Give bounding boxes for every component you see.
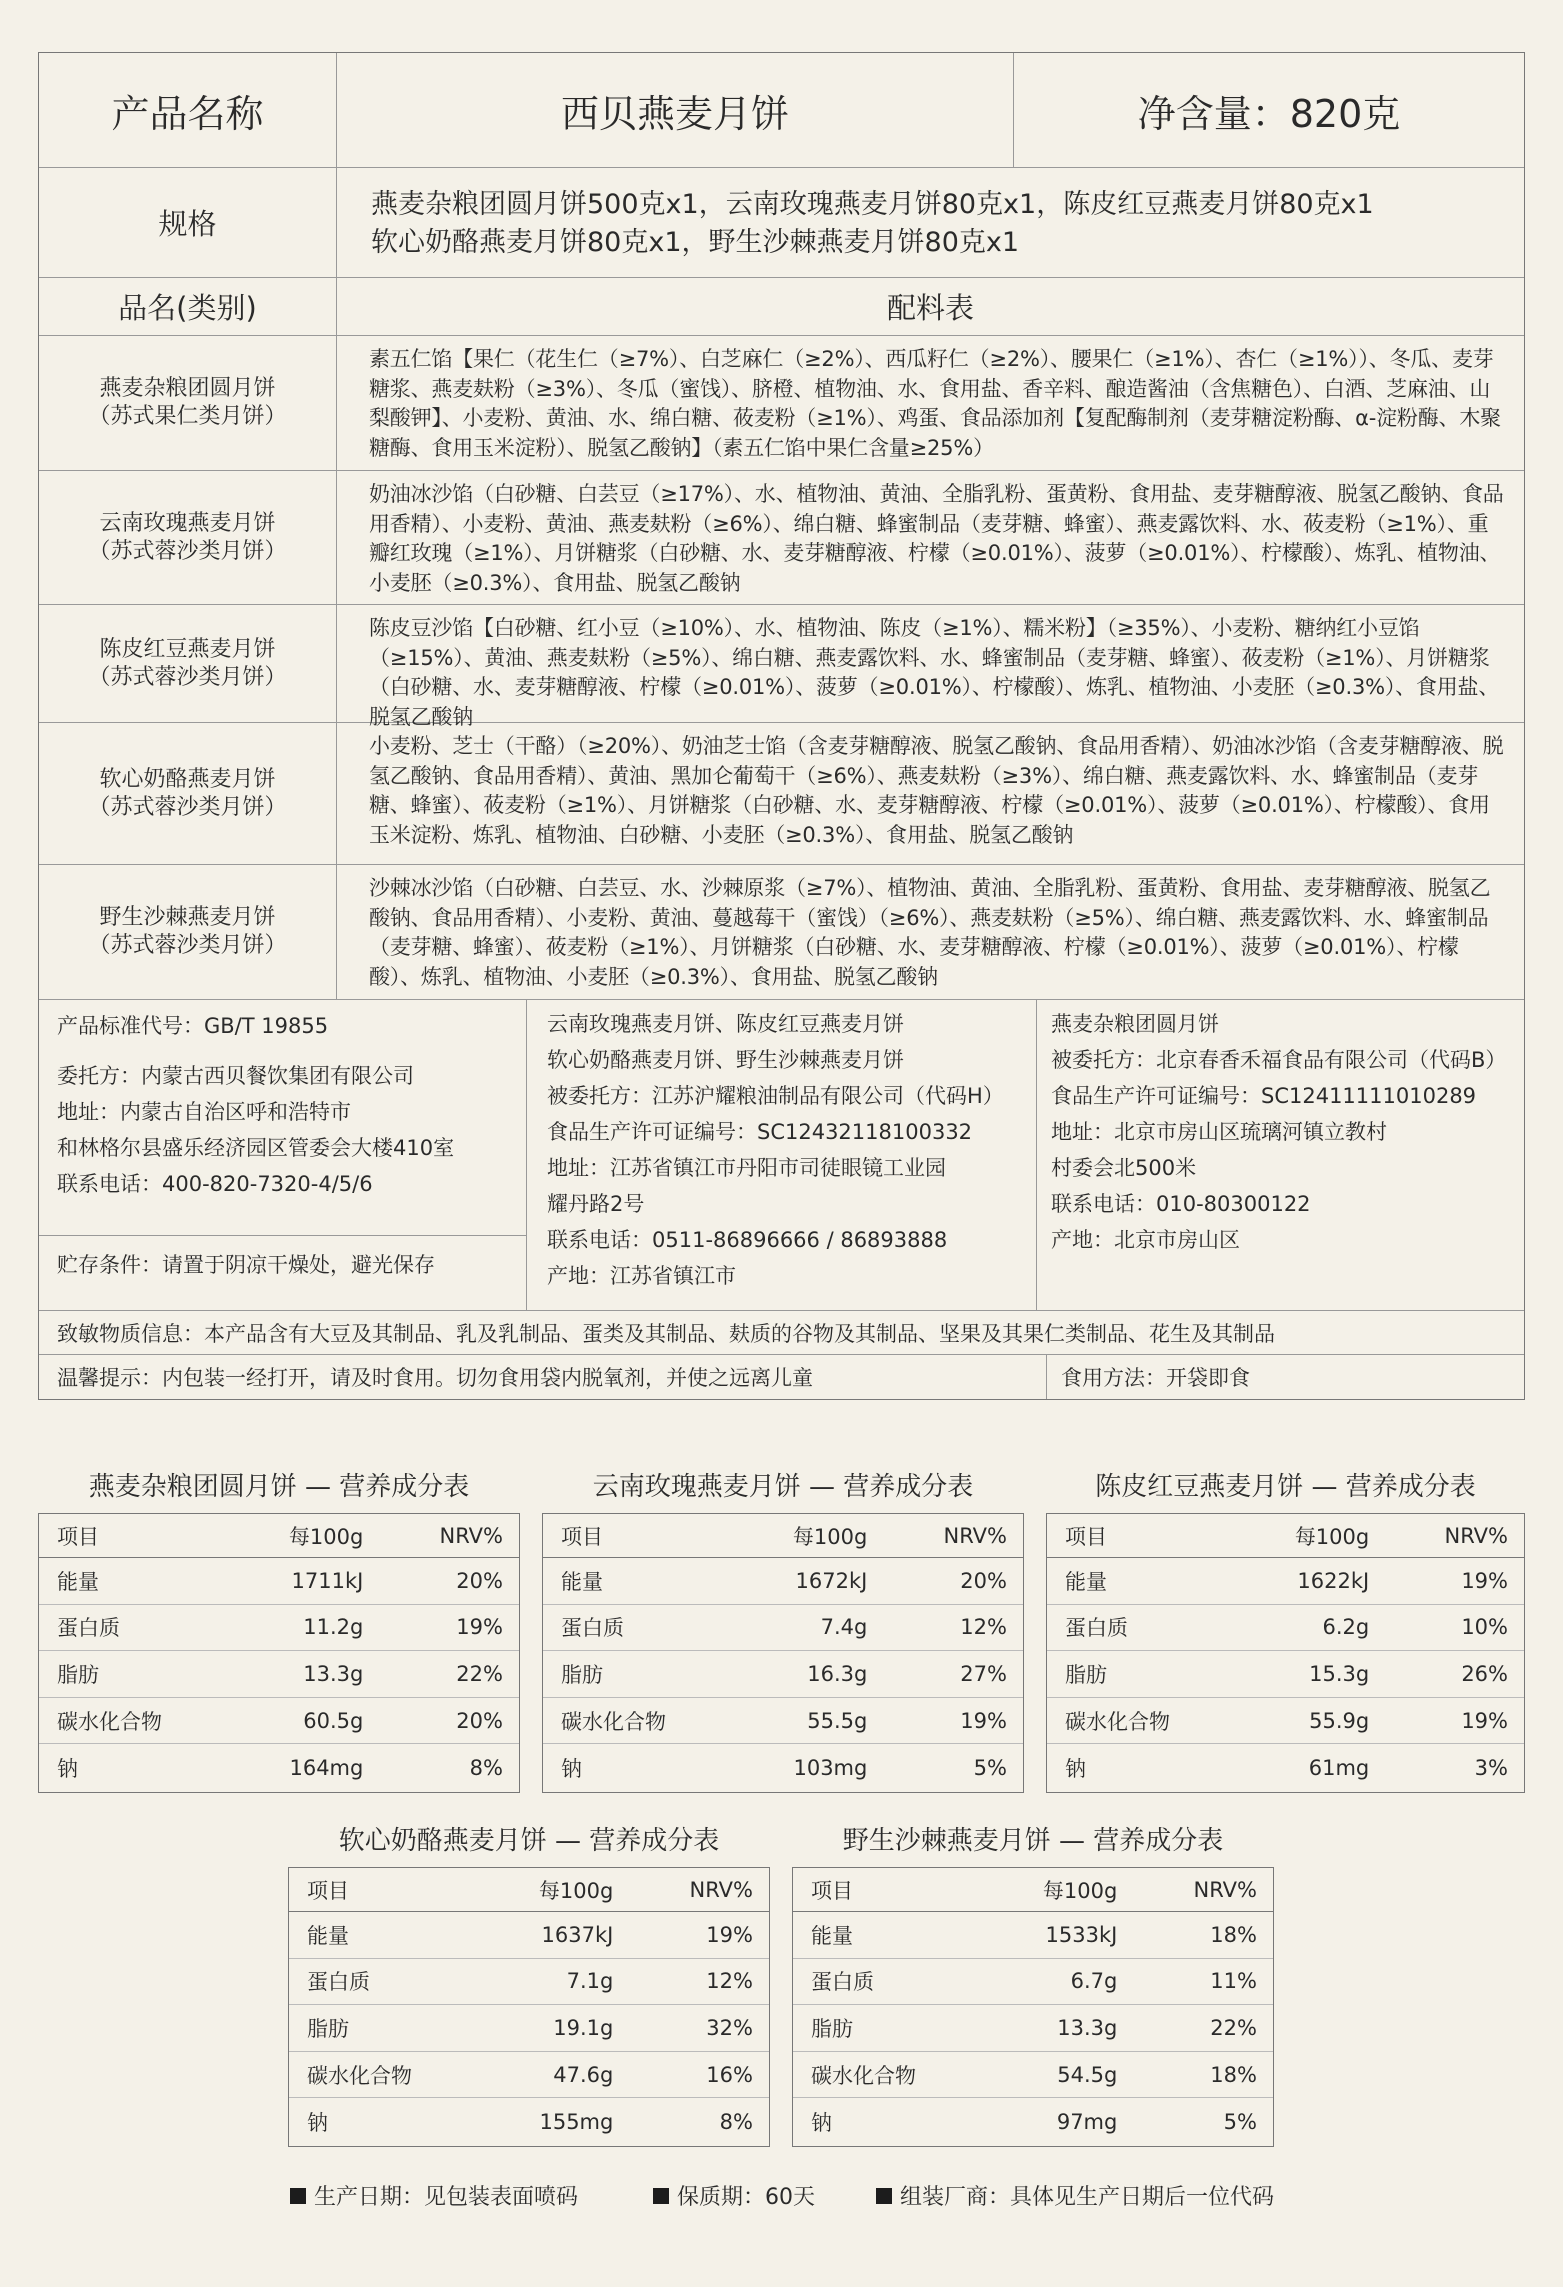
- license: 食品生产许可证编号：SC12432118100332: [547, 1120, 973, 1144]
- nutrition-title: 云南玫瑰燕麦月饼 — 营养成分表: [592, 1472, 974, 1502]
- nutrition-header-row: [793, 1868, 1273, 1912]
- nutrition-header-row: [39, 1514, 519, 1558]
- amount: 6.2g: [1322, 1615, 1370, 1640]
- nrv: 19%: [456, 1615, 503, 1640]
- nutrition-table: [288, 1867, 770, 2147]
- header-per: 每100g: [1294, 1524, 1370, 1549]
- ingredients-header: 配料表: [886, 291, 974, 325]
- nutrition-row: [793, 2005, 1273, 2052]
- ingredient-header-row: [39, 278, 1524, 336]
- nrv: 20%: [456, 1708, 503, 1733]
- nutrition-table: [792, 1867, 1274, 2147]
- nutrition-row: [1047, 1698, 1524, 1745]
- divider: [39, 1235, 526, 1236]
- production-date: [290, 2180, 578, 2211]
- ingredient-product-category: （苏式蓉沙类月饼）: [88, 538, 287, 564]
- spec-line-1: 燕麦杂粮团圆月饼500克x1，云南玫瑰燕麦月饼80克x1，陈皮红豆燕麦月饼80克x1: [371, 189, 1374, 220]
- ingredient-row: [39, 336, 1524, 471]
- amount: 55.9g: [1309, 1708, 1370, 1733]
- nutrient: 蛋白质: [57, 1616, 120, 1641]
- nutrient: 能量: [811, 1923, 853, 1948]
- nrv: 10%: [1461, 1615, 1508, 1640]
- nutrient: 碳水化合物: [811, 2063, 916, 2088]
- nutrition-row: [1047, 1651, 1524, 1698]
- nutrient: 碳水化合物: [57, 1709, 162, 1734]
- product: 燕麦杂粮团圆月饼: [1051, 1012, 1219, 1036]
- nrv: 19%: [960, 1708, 1007, 1733]
- product-name-label: 产品名称: [39, 53, 337, 167]
- standard-code: 产品标准代号：GB/T 19855: [57, 1014, 329, 1038]
- nrv: 19%: [706, 1922, 753, 1947]
- header-item: 项目: [561, 1524, 603, 1549]
- spec-label: 规格: [39, 168, 337, 277]
- nutrition-row: [39, 1651, 519, 1698]
- nutrition-row: [289, 2052, 769, 2099]
- nutrition-table: [542, 1513, 1024, 1793]
- amount: 97mg: [1056, 2109, 1118, 2134]
- amount: 47.6g: [553, 2062, 614, 2087]
- ingredient-product: [39, 605, 337, 722]
- ingredient-product-category: （苏式蓉沙类月饼）: [88, 794, 287, 820]
- ingredient-product-name: 野生沙棘燕麦月饼: [99, 905, 276, 930]
- amount: 55.5g: [807, 1708, 868, 1733]
- nrv: 26%: [1461, 1661, 1508, 1686]
- ingredient-product-name: 云南玫瑰燕麦月饼: [99, 510, 276, 536]
- amount: 61mg: [1308, 1755, 1370, 1780]
- square-bullet-icon: [653, 2188, 669, 2204]
- nrv: 19%: [1461, 1708, 1508, 1733]
- nutrient: 能量: [561, 1569, 603, 1594]
- amount: 7.1g: [566, 1969, 614, 1994]
- nutrition-header-row: [543, 1514, 1023, 1558]
- client-address: 和林格尔县盛乐经济园区管委会大楼410室: [57, 1136, 455, 1160]
- ingredient-text: 素五仁馅【果仁（花生仁（≥7%）、白芝麻仁（≥2%）、西瓜籽仁（≥2%）、腰果仁（≥1%）、杏仁（≥1%））、冬瓜、麦芽糖浆、燕麦麸粉（≥3%）、冬瓜（蜜饯）、脐橙、植物油、水、食用盐、香辛料、酿造酱油（含焦糖色）、白酒、芝麻油、山梨酸钾】、小麦粉、黄油、水、绵白糖、莜麦粉（≥1%）、鸡蛋、食品添加剂【复配酶制剂（麦芽糖淀粉酶、α-淀粉酶、木聚糖酶、食用玉米淀粉）、脱氢乙酸钠】（素五仁馅中果仁含量≥25%）: [369, 347, 1501, 460]
- nrv: 32%: [706, 2015, 753, 2040]
- ingredient-product: [39, 471, 337, 604]
- nrv: 22%: [1210, 2015, 1257, 2040]
- client-phone: 联系电话：400-820-7320-4/5/6: [57, 1172, 373, 1196]
- nrv: 27%: [960, 1661, 1007, 1686]
- nutrition-row: [289, 2098, 769, 2145]
- amount: 16.3g: [807, 1661, 868, 1686]
- ingredient-text: 陈皮豆沙馅【白砂糖、红小豆（≥10%）、水、植物油、陈皮（≥1%）、糯米粉】（≥35%）、小麦粉、糖纳红小豆馅（≥15%）、黄油、燕麦麸粉（≥5%）、绵白糖、燕麦露饮料、水、蜂蜜制品（麦芽糖、蜂蜜）、莜麦粉（≥1%）、月饼糖浆（白砂糖、水、麦芽糖醇液、柠檬（≥0.01%）、菠萝（≥0.01%）、柠檬酸）、炼乳、植物油、小麦胚（≥0.3%）、食用盐、脱氢乙酸钠: [369, 616, 1500, 729]
- nutrient: 碳水化合物: [307, 2063, 412, 2088]
- client-address: 地址：内蒙古自治区呼和浩特市: [57, 1100, 351, 1124]
- amount: 15.3g: [1309, 1661, 1370, 1686]
- warm-tip: 温馨提示：内包装一经打开，请及时食用。切勿食用袋内脱氧剂，并使之远离儿童: [39, 1355, 1047, 1399]
- nutrient: 碳水化合物: [561, 1709, 666, 1734]
- manufacturer-info: [39, 1000, 1524, 1311]
- nutrient: 钠: [307, 2110, 328, 2135]
- nrv: 5%: [973, 1755, 1007, 1780]
- nutrient: 蛋白质: [1065, 1616, 1128, 1641]
- header-per: 每100g: [792, 1524, 868, 1549]
- amount: 155mg: [539, 2109, 614, 2134]
- nutrition-title: 软心奶酪燕麦月饼 — 营养成分表: [338, 1826, 720, 1856]
- ingredient-row: [39, 865, 1524, 1000]
- product-name-value: 西贝燕麦月饼: [337, 53, 1014, 167]
- amount: 1672kJ: [795, 1568, 868, 1593]
- header-item: 项目: [307, 1878, 349, 1903]
- ingredient-product: [39, 723, 337, 864]
- amount: 6.7g: [1070, 1969, 1118, 1994]
- nutrition-row: [543, 1558, 1023, 1605]
- nutrient: 脂肪: [811, 2016, 853, 2041]
- spec-row: [39, 168, 1524, 278]
- nutrition-row: [793, 2052, 1273, 2099]
- nrv: 12%: [706, 1969, 753, 1994]
- header-item: 项目: [811, 1878, 853, 1903]
- nutrition-row: [543, 1698, 1023, 1745]
- header-item: 项目: [57, 1524, 99, 1549]
- nutrient: 能量: [1065, 1569, 1107, 1594]
- header-nrv: NRV%: [1444, 1523, 1508, 1548]
- ingredient-product: [39, 336, 337, 470]
- nrv: 11%: [1210, 1969, 1257, 1994]
- phone: 联系电话：010-80300122: [1051, 1192, 1311, 1216]
- ingredient-product-category: （苏式果仁类月饼）: [88, 404, 287, 429]
- phone: 联系电话：0511-86896666 / 86893888: [547, 1228, 948, 1252]
- origin: 产地：北京市房山区: [1051, 1228, 1240, 1252]
- nutrition-title: 陈皮红豆燕麦月饼 — 营养成分表: [1095, 1472, 1476, 1502]
- nutrition-table: [1046, 1513, 1525, 1793]
- header-nrv: NRV%: [1193, 1877, 1257, 1902]
- nutrition-row: [289, 1959, 769, 2006]
- info-column-beijing: [1037, 1000, 1524, 1310]
- address: 地址：北京市房山区琉璃河镇立教村: [1051, 1120, 1387, 1144]
- nutrient: 能量: [307, 1923, 349, 1948]
- ingredient-product-name: 软心奶酪燕麦月饼: [99, 766, 276, 792]
- header-nrv: NRV%: [439, 1523, 503, 1548]
- ingredient-product-name: 燕麦杂粮团圆月饼: [99, 376, 276, 401]
- allergen-info: 致敏物质信息：本产品含有大豆及其制品、乳及乳制品、蛋类及其制品、麸质的谷物及其制品、坚果及其果仁类制品、花生及其制品: [39, 1311, 1524, 1355]
- address: 耀丹路2号: [547, 1192, 645, 1216]
- square-bullet-icon: [290, 2188, 306, 2204]
- nutrient: 脂肪: [57, 1662, 99, 1687]
- amount: 1622kJ: [1297, 1568, 1370, 1593]
- nutrient: 脂肪: [307, 2016, 349, 2041]
- ingredient-product-category: （苏式蓉沙类月饼）: [88, 664, 287, 690]
- spec-line-2: 软心奶酪燕麦月饼80克x1，野生沙棘燕麦月饼80克x1: [371, 227, 1020, 258]
- nutrient: 钠: [57, 1756, 78, 1781]
- nutrition-row: [543, 1744, 1023, 1791]
- nutrition-row: [39, 1698, 519, 1745]
- origin: 产地：江苏省镇江市: [547, 1264, 736, 1288]
- contractor: 被委托方：北京春香禾福食品有限公司（代码B）: [1051, 1048, 1507, 1072]
- nutrition-row: [39, 1605, 519, 1652]
- amount: 11.2g: [303, 1615, 364, 1640]
- nutrient: 钠: [1065, 1756, 1086, 1781]
- production-date-text: 生产日期：见包装表面喷码: [314, 2185, 579, 2210]
- nutrient: 碳水化合物: [1065, 1709, 1170, 1734]
- storage-conditions: 贮存条件：请置于阴凉干燥处，避光保存: [57, 1253, 435, 1277]
- amount: 13.3g: [1057, 2015, 1118, 2040]
- amount: 1711kJ: [291, 1568, 364, 1593]
- nrv: 16%: [706, 2062, 753, 2087]
- nutrition-row: [1047, 1605, 1524, 1652]
- header-nrv: NRV%: [689, 1877, 753, 1902]
- ingredient-row: [39, 605, 1524, 729]
- nutrition-row: [1047, 1558, 1524, 1605]
- nrv: 5%: [1223, 2109, 1257, 2134]
- assembler-text: 组装厂商：具体见生产日期后一位代码: [900, 2185, 1275, 2210]
- nrv: 3%: [1474, 1755, 1508, 1780]
- amount: 164mg: [289, 1755, 364, 1780]
- category-header: 品名(类别): [39, 278, 337, 335]
- ingredient-row: [39, 723, 1524, 865]
- address: 地址：江苏省镇江市丹阳市司徒眼镜工业园: [547, 1156, 946, 1180]
- net-content: 净含量：820克: [1137, 91, 1401, 136]
- nutrition-row: [1047, 1744, 1524, 1791]
- nutrient: 钠: [811, 2110, 832, 2135]
- ingredient-text: 奶油冰沙馅（白砂糖、白芸豆（≥17%）、水、植物油、黄油、全脂乳粉、蛋黄粉、食用盐、麦芽糖醇液、脱氢乙酸钠、食品用香精）、小麦粉、黄油、燕麦麸粉（≥6%）、绵白糖、蜂蜜制品（麦芽糖、蜂蜜）、燕麦露饮料、水、莜麦粉（≥1%）、重瓣红玫瑰（≥1%）、月饼糖浆（白砂糖、水、麦芽糖醇液、柠檬（≥0.01%）、菠萝（≥0.01%）、柠檬酸）、炼乳、植物油、小麦胚（≥0.3%）、食用盐、脱氢乙酸钠: [369, 482, 1504, 595]
- nutrient: 蛋白质: [307, 1970, 370, 1995]
- ingredient-product: [39, 865, 337, 999]
- header-per: 每100g: [538, 1878, 614, 1903]
- amount: 54.5g: [1057, 2062, 1118, 2087]
- amount: 13.3g: [303, 1661, 364, 1686]
- nutrition-row: [39, 1558, 519, 1605]
- nutrition-title: 野生沙棘燕麦月饼 — 营养成分表: [842, 1826, 1224, 1856]
- amount: 103mg: [793, 1755, 868, 1780]
- client: 委托方：内蒙古西贝餐饮集团有限公司: [57, 1064, 414, 1088]
- nutrient: 钠: [561, 1756, 582, 1781]
- license: 食品生产许可证编号：SC12411111010289: [1051, 1084, 1477, 1108]
- contractor: 被委托方：江苏沪耀粮油制品有限公司（代码H）: [547, 1084, 1004, 1108]
- info-column-jiangsu: [527, 1000, 1037, 1310]
- usage: 食用方法：开袋即食: [1061, 1366, 1250, 1390]
- products: 云南玫瑰燕麦月饼、陈皮红豆燕麦月饼: [547, 1012, 904, 1036]
- nutrition-row: [289, 2005, 769, 2052]
- nrv: 8%: [469, 1755, 503, 1780]
- shelf-life-text: 保质期：60天: [677, 2185, 815, 2210]
- spec-value: [337, 168, 1374, 277]
- nutrition-row: [793, 1912, 1273, 1959]
- nrv: 20%: [456, 1568, 503, 1593]
- nrv: 12%: [960, 1615, 1007, 1640]
- tip-row: [39, 1355, 1524, 1399]
- amount: 7.4g: [820, 1615, 868, 1640]
- nrv: 8%: [719, 2109, 753, 2134]
- nrv: 19%: [1461, 1568, 1508, 1593]
- header-per: 每100g: [1042, 1878, 1118, 1903]
- nutrition-row: [793, 1959, 1273, 2006]
- address: 村委会北500米: [1051, 1156, 1197, 1180]
- nutrient: 蛋白质: [811, 1970, 874, 1995]
- nutrient: 脂肪: [561, 1662, 603, 1687]
- amount: 1533kJ: [1045, 1922, 1118, 1947]
- assembler: [876, 2180, 1274, 2211]
- amount: 1637kJ: [541, 1922, 614, 1947]
- products: 软心奶酪燕麦月饼、野生沙棘燕麦月饼: [547, 1048, 904, 1072]
- info-column-client: [39, 1000, 527, 1310]
- ingredient-text: 小麦粉、芝士（干酪）（≥20%）、奶油芝士馅（含麦芽糖醇液、脱氢乙酸钠、食品用香精）、奶油冰沙馅（含麦芽糖醇液、脱氢乙酸钠、食品用香精）、黄油、黑加仑葡萄干（≥6%）、燕麦麸粉（≥3%）、绵白糖、燕麦露饮料、水、蜂蜜制品（麦芽糖、蜂蜜）、莜麦粉（≥1%）、月饼糖浆（白砂糖、水、麦芽糖醇液、柠檬（≥0.01%）、菠萝（≥0.01%）、柠檬酸）、食用玉米淀粉、炼乳、植物油、白砂糖、小麦胚（≥0.3%）、食用盐、脱氢乙酸钠: [369, 734, 1504, 847]
- amount: 60.5g: [303, 1708, 364, 1733]
- ingredient-product-name: 陈皮红豆燕麦月饼: [99, 636, 276, 662]
- nutrition-row: [793, 2098, 1273, 2145]
- nutrition-title: 燕麦杂粮团圆月饼 — 营养成分表: [88, 1472, 470, 1502]
- nutrition-row: [543, 1605, 1023, 1652]
- nutrient: 脂肪: [1065, 1662, 1107, 1687]
- header-item: 项目: [1065, 1524, 1107, 1549]
- amount: 19.1g: [553, 2015, 614, 2040]
- nrv: 20%: [960, 1568, 1007, 1593]
- nrv: 18%: [1210, 1922, 1257, 1947]
- nrv: 22%: [456, 1661, 503, 1686]
- ingredient-text: 沙棘冰沙馅（白砂糖、白芸豆、水、沙棘原浆（≥7%）、植物油、黄油、全脂乳粉、蛋黄粉、食用盐、麦芽糖醇液、脱氢乙酸钠、食品用香精）、小麦粉、黄油、蔓越莓干（蜜饯）（≥6%）、燕麦麸粉（≥5%）、绵白糖、燕麦露饮料、水、蜂蜜制品（麦芽糖、蜂蜜）、莜麦粉（≥1%）、月饼糖浆（白砂糖、水、麦芽糖醇液、柠檬（≥0.01%）、菠萝（≥0.01%）、柠檬酸）、炼乳、植物油、小麦胚（≥0.3%）、食用盐、脱氢乙酸钠: [369, 876, 1491, 989]
- title-row: [39, 53, 1524, 168]
- nutrition-table: [38, 1513, 520, 1793]
- ingredient-row: [39, 471, 1524, 605]
- nutrient: 蛋白质: [561, 1616, 624, 1641]
- nutrition-header-row: [1047, 1514, 1524, 1558]
- nutrition-header-row: [289, 1868, 769, 1912]
- square-bullet-icon: [876, 2188, 892, 2204]
- nutrient: 能量: [57, 1569, 99, 1594]
- nutrition-row: [39, 1744, 519, 1791]
- nutrition-row: [543, 1651, 1023, 1698]
- ingredient-product-category: （苏式蓉沙类月饼）: [88, 933, 287, 958]
- header-nrv: NRV%: [943, 1523, 1007, 1548]
- nrv: 18%: [1210, 2062, 1257, 2087]
- nutrition-row: [289, 1912, 769, 1959]
- header-per: 每100g: [288, 1524, 364, 1549]
- product-label-table: [38, 52, 1525, 1400]
- shelf-life: [653, 2180, 815, 2211]
